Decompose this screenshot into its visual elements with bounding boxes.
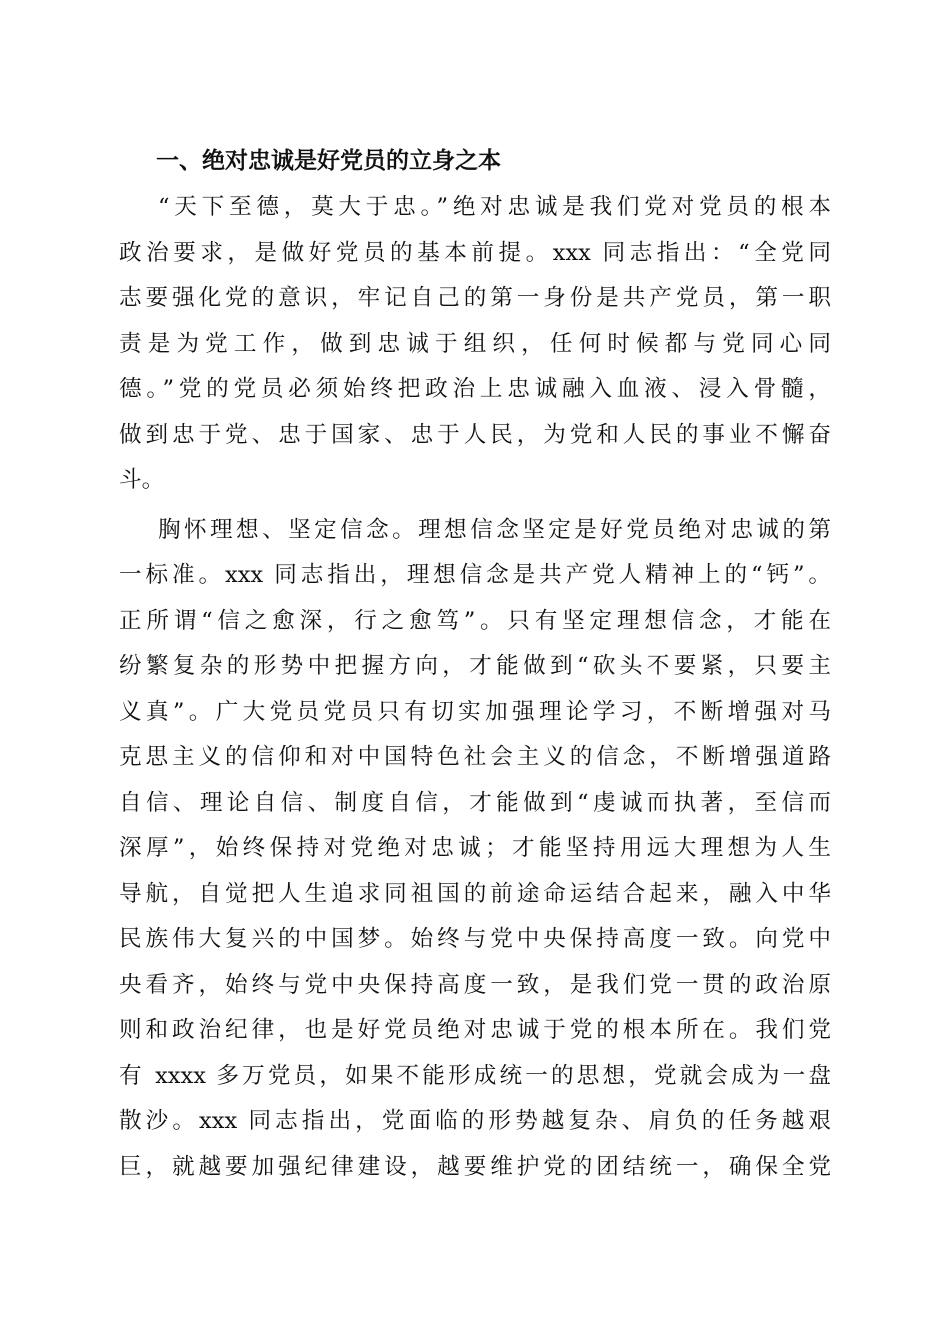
paragraph-2-line: 义真”。广大党员党员只有切实加强理论学习，不断增强对马 (119, 698, 831, 725)
paragraph-2-line: 则和政治纪律，也是好党员绝对忠诚于党的根本所在。我们党 (119, 1017, 831, 1043)
paragraph-1-line: 斗。 (119, 467, 165, 493)
paragraph-2-line: 纷繁复杂的形势中把握方向，才能做到“砍头不要紧，只要主 (119, 653, 831, 679)
paragraph-2-line: 巨，就越要加强纪律建设，越要维护党的团结统一，确保全党 (119, 1153, 831, 1180)
paragraph-1-line: 德。”党的党员必须始终把政治上忠诚融入血液、浸入骨髓， (119, 376, 831, 402)
paragraph-2-line: 散沙。xxx 同志指出，党面临的形势越复杂、肩负的任务越艰 (119, 1108, 831, 1134)
paragraph-2-line: 正所谓“信之愈深，行之愈笃”。只有坚定理想信念，才能在 (119, 607, 831, 634)
paragraph-2-line: 一标准。xxx 同志指出，理想信念是共产党人精神上的“钙”。 (119, 562, 831, 588)
paragraph-1-line: 政治要求，是做好党员的基本前提。xxx 同志指出：“全党同 (119, 239, 831, 266)
paragraph-2-line: 克思主义的信仰和对中国特色社会主义的信念，不断增强道路 (119, 744, 831, 770)
paragraph-2-line: 民族伟大复兴的中国梦。始终与党中央保持高度一致。向党中 (119, 926, 831, 952)
paragraph-2-line: 有 xxxx 多万党员，如果不能形成统一的思想，党就会成为一盘 (119, 1062, 831, 1089)
paragraph-2-line: 胸怀理想、坚定信念。理想信念坚定是好党员绝对忠诚的第 (158, 516, 831, 543)
paragraph-2-line: 深厚”，始终保持对党绝对忠诚；才能坚持用远大理想为人生 (119, 835, 831, 861)
paragraph-2-line: 导航，自觉把人生追求同祖国的前途命运结合起来，融入中华 (119, 880, 831, 907)
paragraph-2-line: 央看齐，始终与党中央保持高度一致，是我们党一贯的政治原 (119, 971, 831, 998)
paragraph-2-line: 自信、理论自信、制度自信，才能做到“虔诚而执著，至信而 (119, 789, 831, 816)
paragraph-2 (119, 508, 831, 1191)
paragraph-1-line: 责是为党工作，做到忠诚于组织，任何时候都与党同心同 (119, 330, 831, 357)
paragraph-1-line: “天下至德，莫大于忠。”绝对忠诚是我们党对党员的根本 (158, 194, 831, 220)
document-body (119, 137, 831, 1190)
paragraph-1-line: 志要强化党的意识，牢记自己的第一身份是共产党员，第一职 (119, 285, 831, 311)
section-heading: 一、绝对忠诚是好党员的立身之本 (156, 148, 501, 174)
paragraph-1 (119, 185, 831, 504)
paragraph-1-line: 做到忠于党、忠于国家、忠于人民，为党和人民的事业不懈奋 (119, 421, 831, 448)
